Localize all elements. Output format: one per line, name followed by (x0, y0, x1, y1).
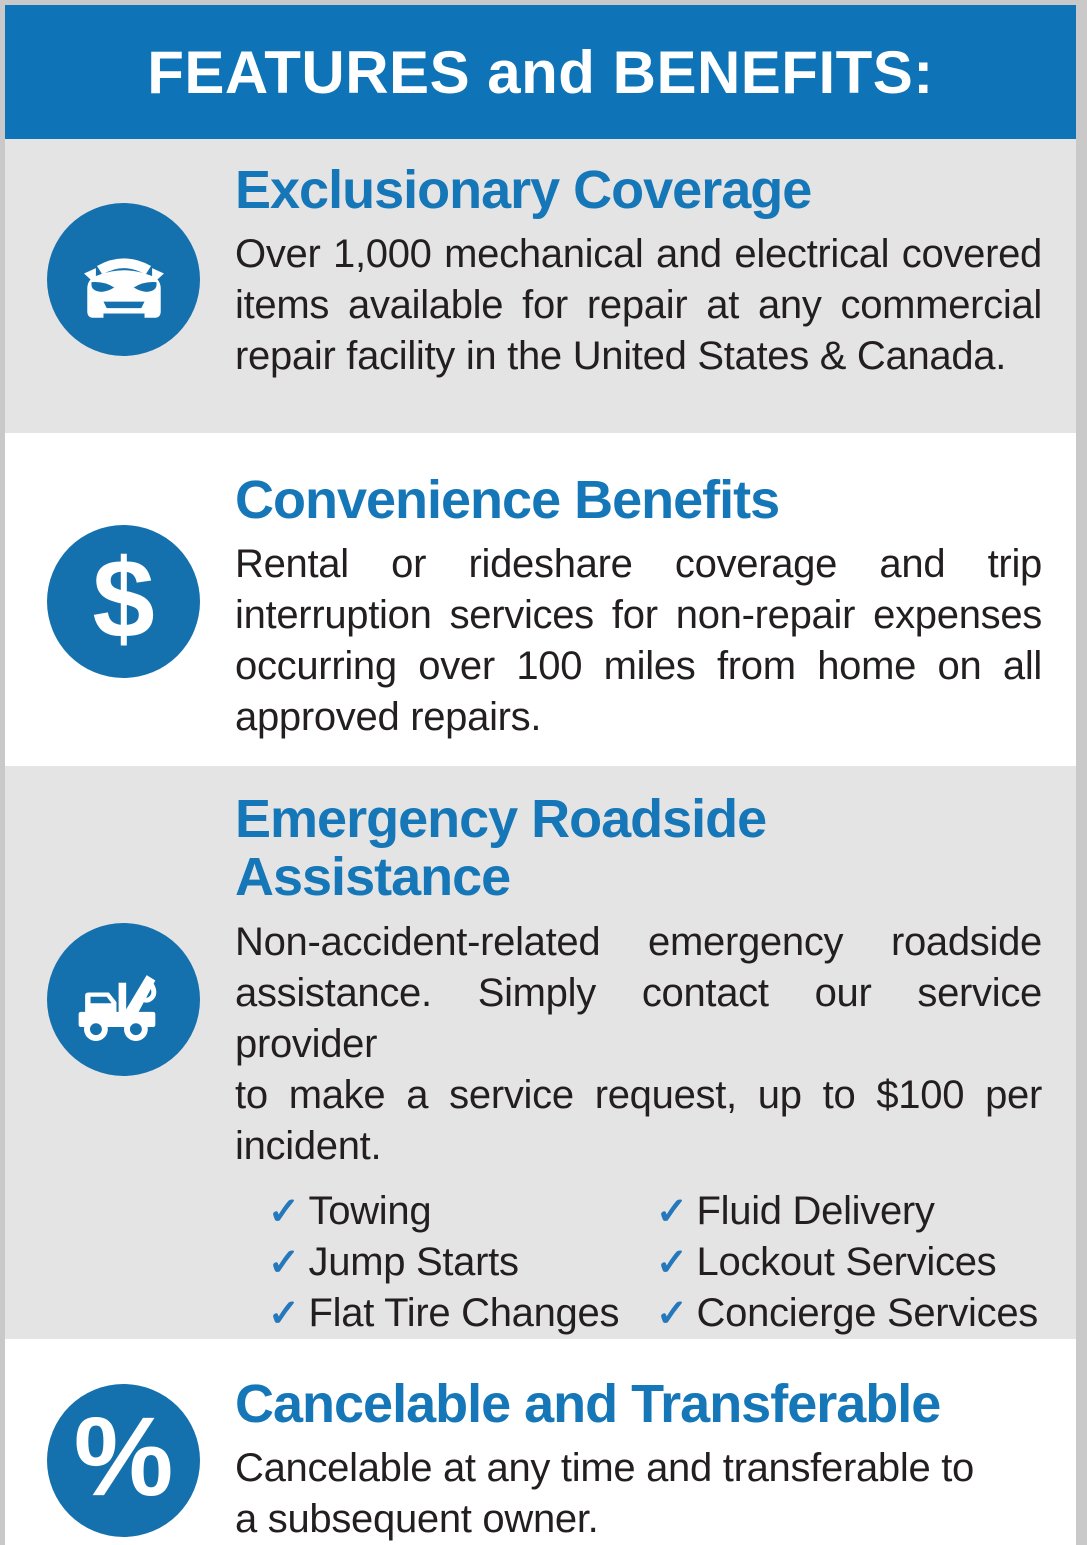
section-emergency-roadside-assistance (5, 766, 1076, 1339)
section-heading: Cancelable and Transferable (235, 1373, 941, 1434)
section-content (235, 766, 1042, 1339)
features-benefits-panel (5, 5, 1076, 1541)
section-content (235, 433, 1042, 743)
section-body-line: interruption services for non-repair expenses (235, 593, 1042, 638)
section-body-line: repair facility in the United States & Canada. (235, 334, 1007, 379)
section-body-line: incident. (235, 1123, 382, 1168)
section-heading: Convenience Benefits (235, 470, 780, 530)
percent-glyph: % (73, 1394, 174, 1520)
section-convenience-benefits (5, 433, 1076, 766)
check-icon: ✓ (268, 1190, 300, 1233)
tow-truck-icon (47, 923, 200, 1076)
section-body-line: approved repairs. (235, 695, 542, 740)
checklist-item-label: Lockout Services (696, 1239, 997, 1284)
percent-icon (47, 1384, 200, 1537)
section-content (235, 139, 1042, 382)
checklist-item (268, 1288, 656, 1339)
checklist-item (268, 1237, 656, 1288)
section-heading: Emergency Roadside Assistance (235, 789, 767, 908)
header-bar (5, 5, 1076, 139)
roadside-services-checklist (268, 1186, 1042, 1339)
check-icon: ✓ (656, 1292, 688, 1335)
checklist-item-label: Fluid Delivery (696, 1188, 935, 1233)
section-body-line: a subsequent owner. (235, 1496, 599, 1541)
check-icon: ✓ (268, 1292, 300, 1335)
section-body-line: assistance. Simply contact our service provider (235, 970, 1042, 1066)
checklist-item-label: Flat Tire Changes (308, 1290, 620, 1335)
checklist-item-label: Jump Starts (308, 1239, 519, 1284)
section-body-line: to make a service request, up to $100 per (235, 1072, 1042, 1117)
section-body-line: Non-accident-related emergency roadside (235, 919, 1042, 964)
section-cancelable-transferable (5, 1339, 1076, 1545)
dollar-icon (47, 525, 200, 678)
section-body-line: Over 1,000 mechanical and electrical covered (235, 232, 1042, 277)
checklist-item-label: Concierge Services (696, 1290, 1038, 1335)
checklist-item (656, 1237, 1042, 1288)
section-exclusionary-coverage (5, 139, 1076, 433)
check-icon: ✓ (656, 1190, 688, 1233)
section-content (235, 1339, 1042, 1545)
check-icon: ✓ (656, 1241, 688, 1284)
section-heading: Exclusionary Coverage (235, 160, 812, 220)
section-body-line: Rental or rideshare coverage and trip (235, 542, 1042, 587)
car-icon (47, 203, 200, 356)
checklist-item (268, 1186, 656, 1237)
dollar-glyph: $ (92, 535, 155, 661)
section-body-line: Cancelable at any time and transferable to (235, 1445, 974, 1490)
section-body-line: occurring over 100 miles from home on all (235, 644, 1042, 689)
check-icon: ✓ (268, 1241, 300, 1284)
checklist-item (656, 1288, 1042, 1339)
section-body-line: items available for repair at any commercial (235, 283, 1042, 328)
checklist-item-label: Towing (308, 1188, 432, 1233)
header-title: FEATURES and BENEFITS: (147, 38, 934, 106)
checklist-item (656, 1186, 1042, 1237)
